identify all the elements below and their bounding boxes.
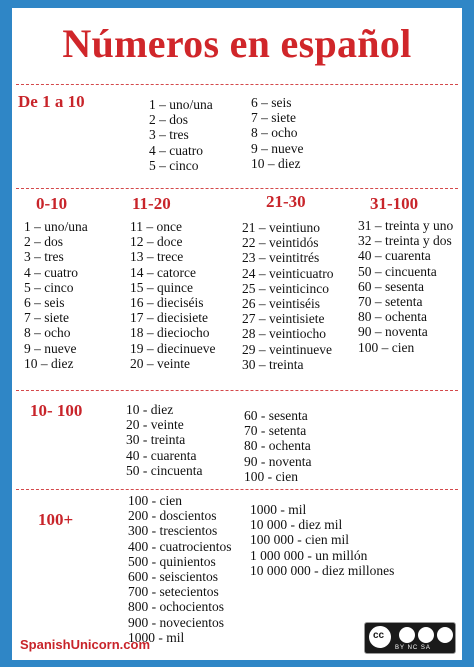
list-31-100 [358,218,453,355]
list-item: 4 – cuatro [149,142,203,158]
list-item: 1 – uno/una [24,219,88,234]
list-hundreds [128,493,231,645]
list-item: 25 – veinticinco [242,280,329,296]
list-item: 22 – veintidós [242,235,319,251]
list-item: 18 – dieciocho [130,325,210,341]
list-item: 19 – diecinueve [130,340,216,356]
attribution-icon [397,625,417,645]
list-item: 100 - cien [128,493,182,508]
list-item: 90 – noventa [358,324,428,340]
list-item: 80 - ochenta [244,438,311,454]
site-credit: SpanishUnicorn.com [20,637,151,652]
list-item: 2 – dos [24,234,64,250]
list-item: 30 - treinta [126,432,186,448]
list-item: 30 – treinta [242,356,304,372]
list-item: 3 – tres [24,249,64,265]
list-item: 26 – veintiséis [242,296,320,312]
list-item: 23 – veintitrés [242,250,320,266]
list-item: 6 – seis [24,295,65,311]
license-labels: BY NC SA [395,645,431,651]
list-item: 28 – veintiocho [242,326,326,342]
list-item: 7 – siete [251,110,296,126]
sharealike-icon [435,625,455,645]
list-item: 70 - setenta [244,423,307,439]
list-item: 32 – treinta y dos [358,233,452,249]
list-item: 17 – diecisiete [130,310,208,326]
section-heading-10-100: 10- 100 [30,401,83,420]
list-item: 1000 - mil [128,629,185,645]
list-item: 1 – uno/una [149,97,213,112]
list-item: 15 – quince [130,279,193,295]
list-item: 27 – veintisiete [242,311,325,327]
list-item: 10 - diez [126,402,174,417]
list-item: 60 - sesenta [244,408,308,423]
list-item: 50 – cincuenta [358,263,437,279]
list-item: 10 – diez [251,155,301,171]
list-item: 11 – once [130,219,182,234]
list-item: 80 – ochenta [358,309,427,325]
list-1-5 [149,97,213,173]
list-tens-60-100 [244,408,311,484]
list-item: 8 – ocho [24,325,71,341]
list-item: 21 – veintiuno [242,220,320,235]
list-tens-10-50 [126,402,202,478]
list-item: 50 - cincuenta [126,462,203,478]
section-heading-0-10: 0-10 [36,194,68,213]
section-heading-1-10: De 1 a 10 [18,92,85,111]
list-item: 5 – cinco [24,279,74,295]
list-0-10 [24,219,88,371]
list-item: 1 000 000 - un millón [250,547,368,563]
list-21-30 [242,220,333,372]
noncommercial-icon [416,625,436,645]
list-item: 6 – seis [251,95,292,110]
list-item: 100 – cien [358,339,415,355]
divider [16,84,458,85]
list-item: 20 – veinte [130,355,190,371]
list-item: 4 – cuatro [24,264,78,280]
cc-license-badge [364,622,456,654]
divider [16,489,458,490]
page-title: Números en español [62,21,412,66]
list-item: 900 - novecientos [128,614,224,630]
list-item: 800 - ochocientos [128,599,224,615]
list-item: 600 - seiscientos [128,569,218,585]
list-item: 1000 - mil [250,502,307,517]
divider [16,390,458,391]
list-item: 300 - trescientos [128,523,218,539]
list-item: 400 - cuatrocientos [128,538,232,554]
list-thousands [250,502,394,578]
list-item: 9 – nueve [24,340,77,356]
list-item: 200 - doscientos [128,508,217,524]
list-item: 29 – veintinueve [242,341,332,357]
section-heading-31-100: 31-100 [370,194,419,213]
list-item: 100 000 - cien mil [250,532,349,548]
list-item: 700 - setecientos [128,584,219,600]
section-heading-11-20: 11-20 [132,194,171,213]
list-item: 31 – treinta y uno [358,218,454,233]
list-6-10 [251,95,303,171]
list-item: 12 – doce [130,234,183,250]
poster-paper [12,8,462,660]
list-item: 40 – cuarenta [358,248,431,264]
list-item: 13 – trece [130,249,184,265]
list-item: 5 – cinco [149,157,199,173]
list-item: 14 – catorce [130,264,196,280]
section-heading-100-plus: 100+ [38,510,74,529]
list-item: 7 – siete [24,310,69,326]
creative-commons-icon [367,624,393,650]
list-item: 100 - cien [244,468,298,484]
section-heading-21-30: 21-30 [266,192,306,211]
divider [16,188,458,189]
list-item: 90 - noventa [244,453,312,469]
list-item: 70 – setenta [358,294,423,310]
list-item: 8 – ocho [251,125,298,141]
list-item: 10 – diez [24,355,74,371]
list-item: 9 – nueve [251,140,304,156]
list-item: 10 000 000 - diez millones [250,562,395,578]
list-11-20 [130,219,215,371]
list-item: 60 – sesenta [358,278,424,294]
list-item: 3 – tres [149,127,189,143]
list-item: 24 – veinticuatro [242,265,334,281]
list-item: 16 – dieciséis [130,295,204,311]
list-item: 10 000 - diez mil [250,517,343,533]
list-item: 500 - quinientos [128,553,216,569]
list-item: 20 - veinte [126,417,184,433]
cc-logo-text: cc [373,630,385,641]
list-item: 40 - cuarenta [126,447,197,463]
list-item: 2 – dos [149,112,189,128]
